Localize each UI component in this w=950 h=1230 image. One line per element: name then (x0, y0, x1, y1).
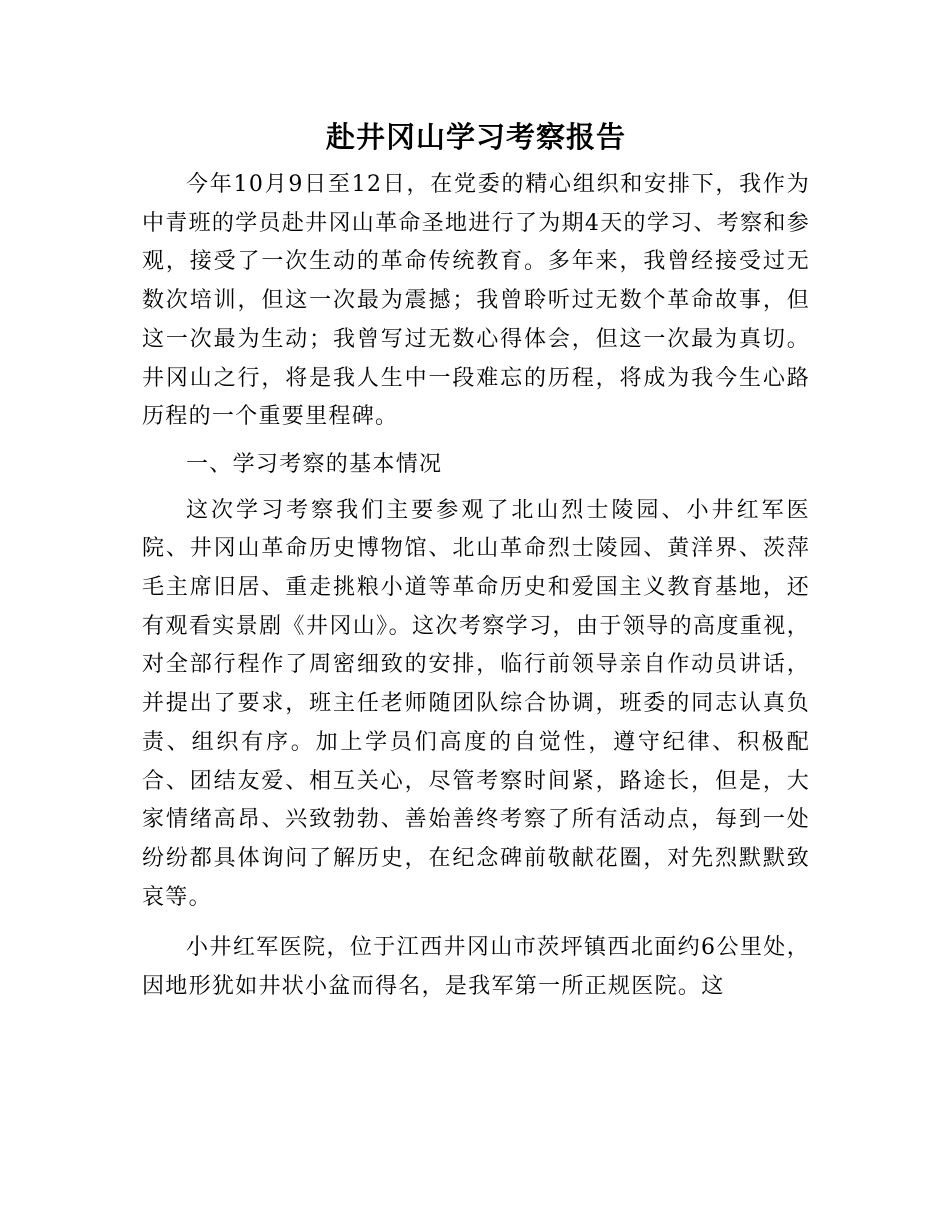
section-heading: 一、学习考察的基本情况 (186, 451, 443, 477)
document-page (142, 108, 810, 1007)
document-title: 赴井冈山学习考察报告 (325, 120, 626, 154)
intro-paragraph: 今年10月9日至12日，在党委的精心组织和安排下，我作为中青班的学员赴井冈山革命圣地进行了为期4天的学习、考察和参观，接受了一次生动的革命传统教育。多年来，我曾经接受过无数次培训，但这一次最为震撼；我曾聆听过无数个革命故事，但这一次最为生动；我曾写过无数心得体会，但这一次最为真切。井冈山之行，将是我人生中一段难忘的历程，将成为我今生心路历程的一个重要里程碑。 (142, 172, 810, 430)
body-paragraph-overview: 这次学习考察我们主要参观了北山烈士陵园、小井红军医院、井冈山革命历史博物馆、北山革命烈士陵园、黄洋界、茨萍毛主席旧居、重走挑粮小道等革命历史和爱国主义教育基地，还有观看实景剧《井冈山》。这次考察学习，由于领导的高度重视，对全部行程作了周密细致的安排，临行前领导亲自作动员讲话，并提出了要求，班主任老师随团队综合协调，班委的同志认真负责、组织有序。加上学员们高度的自觉性，遵守纪律、积极配合、团结友爱、相互关心，尽管考察时间紧，路途长，但是，大家情绪高昂、兴致勃勃、善始善终考察了所有活动点，每到一处纷纷都具体询问了解历史，在纪念碑前敬献花圈，对先烈默默致哀等。 (142, 497, 810, 910)
body-paragraph-hospital: 小井红军医院，位于江西井冈山市茨坪镇西北面约6公里处，因地形犹如井状小盆而得名，是我军第一所正规医院。这 (142, 935, 810, 1000)
